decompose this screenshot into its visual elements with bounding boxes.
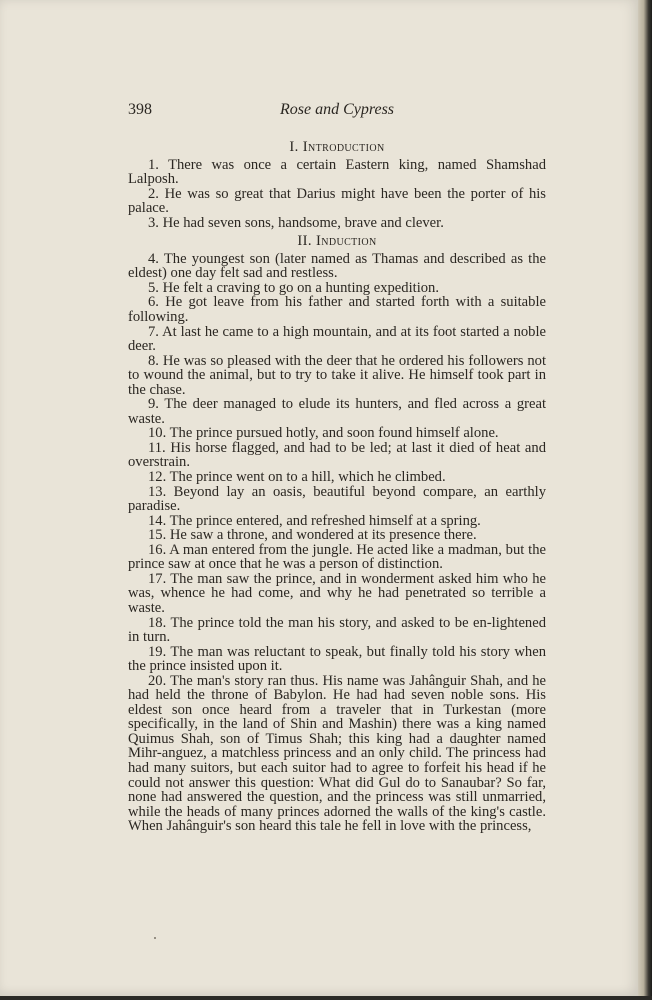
paragraph: 9. The deer managed to elude its hunters, and fled across a great waste. bbox=[128, 396, 546, 427]
page-body bbox=[128, 136, 546, 834]
page-number: 398 bbox=[128, 101, 152, 118]
paragraph: 13. Beyond lay an oasis, beautiful beyond compare, an earthly paradise. bbox=[128, 483, 546, 515]
section-heading-introduction: I. Introduction bbox=[289, 139, 385, 155]
paragraph: 2. He was so great that Darius might have been the porter of his palace. bbox=[128, 185, 546, 217]
page-bottom-edge bbox=[0, 996, 652, 1000]
paragraph: 11. His horse flagged, and had to be led; at last it died of heat and overstrain. bbox=[128, 439, 546, 471]
paragraph: 16. A man entered from the jungle. He acted like a madman, but the prince saw at once that he was a person of distinction. bbox=[128, 541, 546, 573]
paragraph: 20. The man's story ran thus. His name was Jahânguir Shah, and he had held the throne of Babylon. He had had seven noble sons. His eldest son once heard from a traveler that in Turkestan (more specifically, in the land of Shin and Mashin) there was a king named Quimus Shah, son of Timus Shah; this king had a daughter named Mihr-anguez, a matchless princess and an only child. The princess had had many suitors, but each suitor had to agree to forfeit his head if he could not answer this question: What did Gul do to Sanaubar? So far, none had answered the question, and the princess was still unmarried, while the heads of many princes adorned the walls of the king's castle. When Jahânguir's son heard this tale he fell in love with the princess, bbox=[128, 672, 546, 835]
book-spine bbox=[638, 0, 652, 1000]
paragraph: 7. At last he came to a high mountain, and at its foot started a noble deer. bbox=[128, 323, 546, 355]
paragraph: 3. He had seven sons, handsome, brave and clever. bbox=[148, 214, 444, 231]
running-head bbox=[128, 101, 546, 123]
paragraph: 17. The man saw the prince, and in wonderment asked him who he was, whence he had come, and why he had penetrated so terrible a waste. bbox=[128, 570, 546, 616]
paragraph: 19. The man was reluctant to speak, but finally told his story when the prince insisted upon it. bbox=[128, 643, 546, 675]
paragraph: 10. The prince pursued hotly, and soon found himself alone. bbox=[148, 425, 499, 442]
paragraph: 1. There was once a certain Eastern king, named Shamshad Lalposh. bbox=[128, 156, 546, 188]
paragraph: 18. The prince told the man his story, and asked to be en-lightened in turn. bbox=[128, 614, 546, 646]
running-title: Rose and Cypress bbox=[279, 101, 395, 118]
section-heading-induction: II. Induction bbox=[297, 233, 377, 250]
paragraph: 8. He was so pleased with the deer that he ordered his followers not to wound the animal, but to try to take it alive. He himself took part in the chase. bbox=[128, 352, 546, 398]
stray-ink-mark bbox=[154, 937, 156, 939]
paragraph: 12. The prince went on to a hill, which he climbed. bbox=[148, 469, 446, 486]
paragraph: 5. He felt a craving to go on a hunting expedition. bbox=[148, 279, 439, 296]
paragraph: 14. The prince entered, and refreshed himself at a spring. bbox=[148, 512, 481, 529]
paragraph: 6. He got leave from his father and started forth with a suitable following. bbox=[128, 294, 546, 326]
paragraph: 15. He saw a throne, and wondered at its presence there. bbox=[148, 527, 477, 544]
paragraph: 4. The youngest son (later named as Thamas and described as the eldest) one day felt sad and restless. bbox=[128, 250, 546, 282]
